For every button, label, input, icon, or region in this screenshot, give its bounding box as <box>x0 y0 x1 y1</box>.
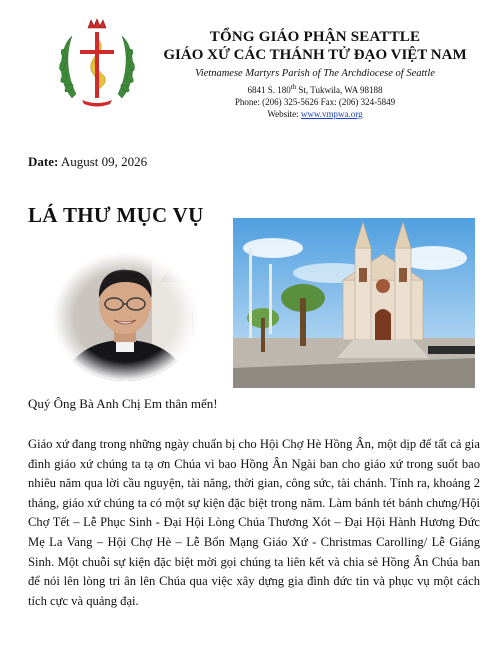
letter-date: Date: August 09, 2026 <box>28 154 148 169</box>
archdiocese-title: TỔNG GIÁO PHẬN SEATTLE <box>209 29 421 45</box>
pastor-portrait <box>52 252 198 382</box>
church-rendering <box>233 218 475 388</box>
letter-greeting: Quý Ông Bà Anh Chị Em thân mến! <box>28 396 218 411</box>
website-link[interactable]: www.vmpwa.org <box>300 109 363 119</box>
parish-website: Website: www.vmpwa.org <box>267 109 363 119</box>
letter-body: Giáo xứ đang trong những ngày chuẩn bị cho Hội Chợ Hè Hồng Ân, một dịp để tất cả gia đình giáo xứ chúng ta tạ ơn Chúa vì bao Hồng Ân Ngài ban cho giáo xứ trong suốt bao nhiêu năm qua lời cầu nguyện, tài năng, thời gian, công sức, tài chánh. Tính ra, khoảng 2 tháng, giáo xứ chúng ta có một sự kiện đặc biệt trong năm. Làm bánh tét bánh chưng/Hội Chợ Tết – Lễ Phục Sinh - Đại Hội Lòng Chúa Thương Xót – Đại Hội Hành Hương Đức Mẹ La Vang – Hội Chợ Hè – Lễ Bổn Mạng Giáo Xứ - Christmas Carolling/ Lễ Giáng Sinh. Một chuỗi sự kiện đặc biệt mời gọi chúng ta liên kết và chia sẻ Hồng Ân Chúa ban để nói lên lòng tri ân lên Chúa qua việc xây dựng gia đình đức tin và phục vụ một cách tích cực và quảng đại. <box>28 437 480 608</box>
parish-phone: Phone: (206) 325-5626 Fax: (206) 324-5849 <box>234 97 396 107</box>
parish-title: GIÁO XỨ CÁC THÁNH TỬ ĐẠO VIỆT NAM <box>163 47 467 63</box>
parish-address: 6841 S. 180th St, Tukwila, WA 98188 <box>247 83 383 95</box>
parish-logo <box>52 18 142 110</box>
letter-title: LÁ THƯ MỤC VỤ <box>28 203 204 227</box>
parish-subtitle: Vietnamese Martyrs Parish of The Archdiocese of Seattle <box>195 68 435 79</box>
parish-header <box>150 28 480 120</box>
